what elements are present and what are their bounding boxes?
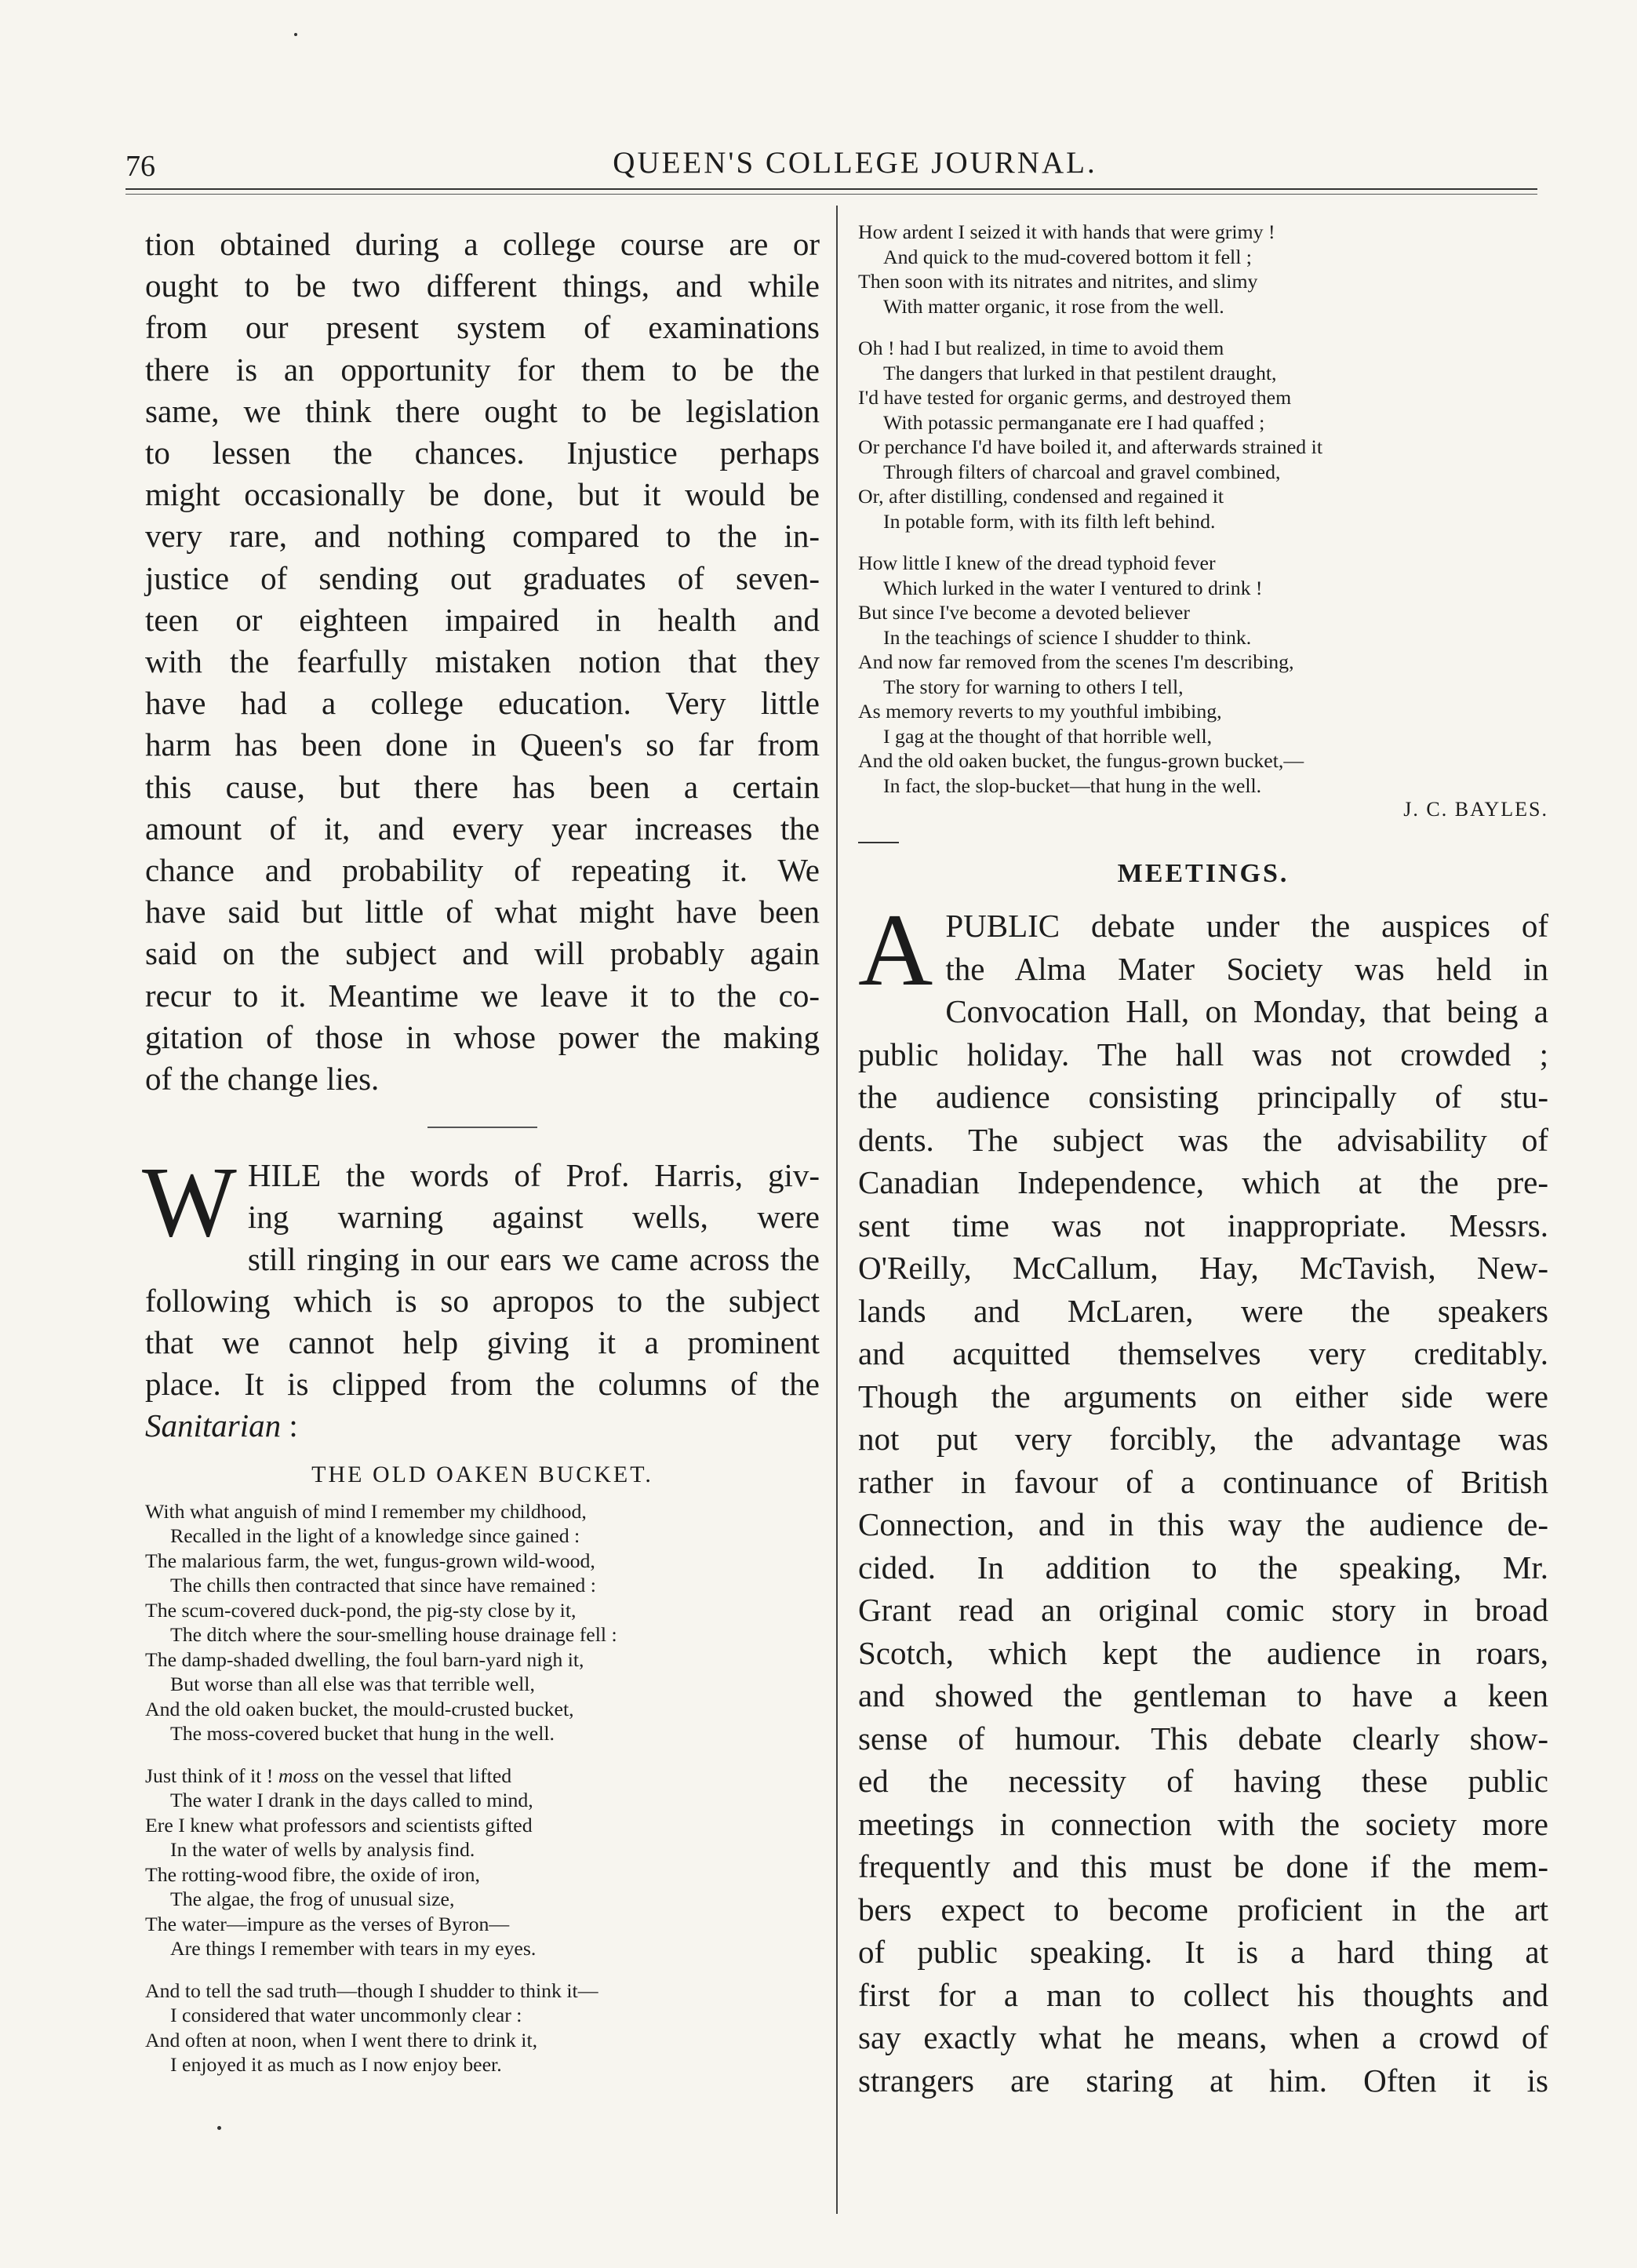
text-line: chance and probability of repeating it. We [145,852,820,889]
text-line: with the fearfully mistaken notion that they [145,643,820,680]
text-line: cided. In addition to the speaking, Mr. [858,1549,1548,1585]
text-line: recur to it. Meantime we leave it to the co- [145,977,820,1014]
poem-line: Through filters of charcoal and gravel combined, [883,460,1281,483]
text-line: lands and McLaren, were the speakers [858,1292,1548,1329]
text-line: Connection, and in this way the audience de- [858,1506,1548,1542]
text-line: of the change lies. [145,1061,380,1098]
poem-line: Ere I knew what professors and scientists gifted [145,1813,533,1837]
intro-poem-paragraph [142,1146,820,1447]
source-suffix: : [281,1407,298,1444]
signature-rule [858,842,899,843]
poem-stanza [145,1979,820,2077]
section-heading-meetings: MEETINGS. [1117,859,1290,888]
text-line: Convocation Hall, on Monday, that being a [945,993,1548,1029]
drop-cap-a: A [858,892,933,1007]
poem-line: In fact, the slop-bucket—that hung in the well. [883,774,1262,797]
text-line: first for a man to collect his thoughts and [858,1976,1548,2013]
poem-line: With potassic permanganate ere I had quaffed ; [883,410,1265,434]
running-title: QUEEN'S COLLEGE JOURNAL. [613,146,1097,180]
text-line: sent time was not inappropriate. Messrs. [858,1207,1548,1243]
poem-line: In potable form, with its filth left behind. [883,509,1216,533]
right-column [858,220,1548,2102]
poem-line: The damp-shaded dwelling, the foul barn-yard nigh it, [145,1647,584,1671]
poem-line: In the water of wells by analysis find. [170,1838,475,1862]
text-line: rather in favour of a continuance of British [858,1463,1548,1500]
left-column [142,224,820,2095]
poem-line: The water—impure as the verses of Byron— [145,1912,510,1935]
poem-line: With matter organic, it rose from the well. [883,294,1224,318]
poem-line: The moss-covered bucket that hung in the well. [170,1722,555,1746]
poem-line: In the teachings of science I shudder to think. [883,625,1252,649]
drop-cap-w: W [142,1146,237,1258]
editorial-paragraph [145,224,820,1100]
meetings-paragraph [858,892,1548,2102]
text-line: gitation of those in whose power the making [145,1018,820,1055]
text-line: PUBLIC debate under the auspices of [945,908,1548,944]
text-line: and showed the gentleman to have a keen [858,1677,1548,1713]
text-line: Scotch, which kept the audience in roars, [858,1634,1548,1671]
poem-line: Recalled in the light of a knowledge since gained : [170,1524,580,1548]
poem-line: But since I've become a devoted believer [858,601,1190,624]
poem-line: I'd have tested for organic germs, and destroyed them [858,386,1292,409]
poem-line: The dangers that lurked in that pestilent draught, [883,361,1277,384]
poem-line: The chills then contracted that since have remained : [170,1574,596,1597]
poem-line: And often at noon, when I went there to drink it, [145,2028,538,2051]
text-line: said on the subject and will probably again [145,935,820,972]
poem-line: And to tell the sad truth—though I shudder to think it— [145,1979,598,2002]
text-line: harm has been done in Queen's so far from [145,726,820,763]
text-line: place. It is clipped from the columns of the [145,1366,820,1403]
poem-line-start: Just think of it ! [145,1764,278,1787]
poem-line: Are things I remember with tears in my eyes. [170,1937,537,1960]
poem-line-end: on the vessel that lifted [318,1764,512,1787]
poem-line: Or, after distilling, condensed and regained it [858,485,1224,508]
text-line: O'Reilly, McCallum, Hay, McTavish, New- [858,1250,1548,1286]
header-rule [126,188,1537,195]
page-number: 76 [126,150,155,183]
text-line: amount of it, and every year increases the [145,810,820,846]
print-speck [294,33,297,36]
text-line: Canadian Independence, which at the pre- [858,1164,1548,1200]
text-line: to lessen the chances. Injustice perhaps [145,435,820,471]
text-line: ought to be two different things, and while [145,268,820,304]
text-line: ed the necessity of having these public [858,1763,1548,1799]
poem-title: THE OLD OAKEN BUCKET. [311,1461,653,1487]
text-line: very rare, and nothing compared to the in- [145,518,820,555]
text-line: sense of humour. This debate clearly show- [858,1720,1548,1757]
poem-line: Then soon with its nitrates and nitrites, and slimy [858,270,1258,293]
poem-line: I gag at the thought of that horrible well, [883,724,1213,748]
text-line: public holiday. The hall was not crowded ; [858,1036,1548,1072]
poem-line: Or perchance I'd have boiled it, and afterwards strained it [858,435,1322,458]
poem-line: The story for warning to others I tell, [883,675,1184,698]
text-line: say exactly what he means, when a crowd of [858,2019,1548,2055]
poem-line: And the old oaken bucket, the mould-crusted bucket, [145,1697,574,1720]
text-line: strangers are staring at him. Often it is [858,2062,1548,2099]
poem-line: I considered that water uncommonly clear : [170,2004,522,2027]
source-name: Sanitarian [145,1407,282,1444]
poem-line [145,1764,820,1789]
text-line: have said but little of what might have been [145,894,820,930]
text-line: dents. The subject was the advisability of [858,1121,1548,1158]
poem-stanza [145,1764,820,1961]
text-line: that we cannot help giving it a prominent [145,1324,820,1361]
text-line: there is an opportunity for them to be the [145,351,820,388]
poem-line: The rotting-wood fibre, the oxide of iron, [145,1862,480,1886]
text-line: following which is so apropos to the subject [145,1282,820,1319]
poem-stanza [858,336,1548,533]
poem-line: The ditch where the sour-smelling house drainage fell : [170,1623,617,1647]
text-line: tion obtained during a college course are or [145,226,820,262]
poem-line: With what anguish of mind I remember my childhood, [145,1499,587,1523]
column-divider [836,206,838,2214]
poem-line: And now far removed from the scenes I'm describing, [858,650,1294,673]
poem-signature: J. C. BAYLES. [1403,798,1548,821]
print-speck [217,2126,221,2130]
poem-line: As memory reverts to my youthful imbibing, [858,700,1222,723]
poem-line: I enjoyed it as much as I now enjoy beer. [170,2053,502,2077]
text-line: Grant read an original comic story in broad [858,1592,1548,1628]
poem-line: How ardent I seized it with hands that were grimy ! [858,220,1275,243]
poem-moss-word: moss [278,1764,319,1787]
poem-line: And the old oaken bucket, the fungus-grown bucket,— [858,749,1304,772]
text-line: teen or eighteen impaired in health and [145,601,820,638]
text-line: bers expect to become proficient in the art [858,1891,1548,1928]
text-line: from our present system of examinations [145,309,820,346]
poem-line: The malarious farm, the wet, fungus-grown wild-wood, [145,1549,595,1572]
text-line: might occasionally be done, but it would be [145,476,820,513]
poem-line: But worse than all else was that terrible well, [170,1673,535,1696]
text-line: meetings in connection with the society more [858,1805,1548,1842]
poem-stanza [858,551,1548,798]
text-line: have had a college education. Very little [145,685,820,722]
poem-line: The water I drank in the days called to mind, [170,1789,533,1812]
text-line: still ringing in our ears we came across the [247,1240,820,1277]
text-line: justice of sending out graduates of seven- [145,559,820,596]
poem-stanza [145,1499,820,1746]
poem-stanza [858,220,1548,319]
poem-line: The scum-covered duck-pond, the pig-sty close by it, [145,1598,577,1622]
poem-line: And quick to the mud-covered bottom it fell ; [883,245,1252,268]
poem-left [145,1499,820,2077]
source-line [145,1405,820,1447]
section-divider [427,1127,537,1128]
poem-right [858,220,1548,798]
text-line: the audience consisting principally of stu- [858,1079,1548,1115]
text-line: not put very forcibly, the advantage was [858,1421,1548,1457]
text-line: same, we think there ought to be legislation [145,392,820,429]
text-line: frequently and this must be done if the mem- [858,1848,1548,1884]
text-line: and acquitted themselves very creditably. [858,1335,1548,1371]
text-line: Though the arguments on either side were [858,1378,1548,1414]
text-line: of public speaking. It is a hard thing at [858,1934,1548,1970]
poem-line: How little I knew of the dread typhoid fever [858,552,1216,574]
text-line: the Alma Mater Society was held in [945,950,1548,987]
poem-line: The algae, the frog of unusual size, [170,1888,455,1911]
poem-line: Which lurked in the water I ventured to drink ! [883,576,1263,599]
text-line: ing warning against wells, were [247,1199,820,1236]
poem-line: Oh ! had I but realized, in time to avoid them [858,337,1224,359]
text-line: HILE the words of Prof. Harris, giv- [247,1157,820,1194]
text-line: this cause, but there has been a certain [145,768,820,805]
